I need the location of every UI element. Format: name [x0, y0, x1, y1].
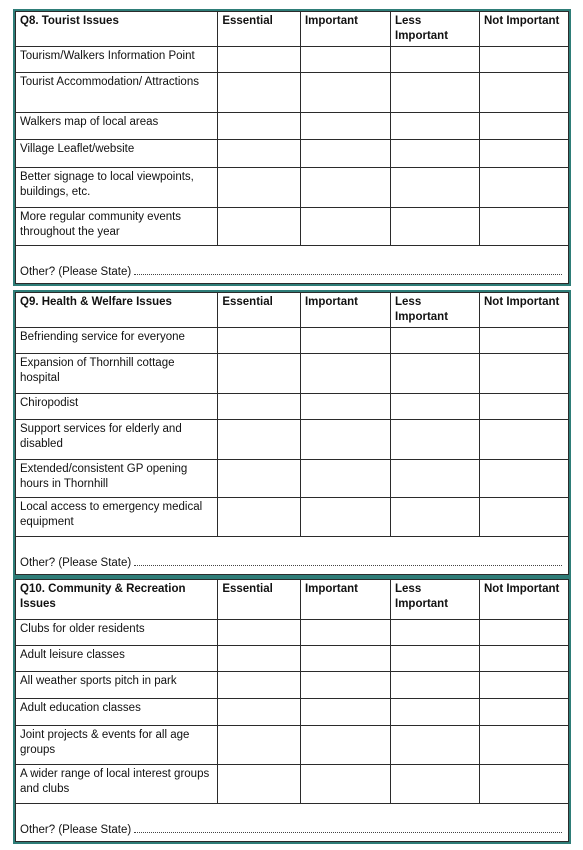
- important-cell[interactable]: [300, 113, 390, 140]
- less-important-cell[interactable]: [391, 765, 480, 804]
- important-cell[interactable]: [300, 47, 390, 73]
- item-label: Extended/consistent GP opening hours in Thornhill: [16, 460, 218, 498]
- not-important-cell[interactable]: [479, 208, 568, 246]
- not-important-cell[interactable]: [479, 460, 568, 498]
- essential-cell[interactable]: [218, 168, 301, 208]
- less-important-cell[interactable]: [391, 620, 480, 646]
- table-row: [16, 47, 569, 73]
- col-essential: Essential: [218, 580, 301, 620]
- essential-cell[interactable]: [218, 354, 301, 394]
- header-row: [16, 12, 569, 47]
- item-label: Walkers map of local areas: [16, 113, 218, 140]
- table-row: [16, 73, 569, 113]
- important-cell[interactable]: [300, 420, 390, 460]
- item-label: Village Leaflet/website: [16, 140, 218, 168]
- item-label: Expansion of Thornhill cottage hospital: [16, 354, 218, 394]
- item-label: Clubs for older residents: [16, 620, 218, 646]
- not-important-cell[interactable]: [479, 140, 568, 168]
- item-label: Adult education classes: [16, 699, 218, 726]
- other-label: Other? (Please State): [20, 824, 132, 836]
- essential-cell[interactable]: [218, 699, 301, 726]
- less-important-cell[interactable]: [391, 113, 480, 140]
- not-important-cell[interactable]: [479, 394, 568, 420]
- important-cell[interactable]: [300, 140, 390, 168]
- col-less-important: Less Important: [391, 12, 480, 47]
- col-not-important: Not Important: [479, 293, 568, 328]
- table-row: [16, 726, 569, 765]
- table-row: [16, 620, 569, 646]
- section-q8: [13, 9, 571, 286]
- essential-cell[interactable]: [218, 208, 301, 246]
- table-row: [16, 113, 569, 140]
- important-cell[interactable]: [300, 208, 390, 246]
- less-important-cell[interactable]: [391, 47, 480, 73]
- important-cell[interactable]: [300, 354, 390, 394]
- other-row: [16, 804, 569, 842]
- col-essential: Essential: [218, 12, 301, 47]
- essential-cell[interactable]: [218, 73, 301, 113]
- not-important-cell[interactable]: [479, 699, 568, 726]
- section-title: Q10. Community & Recreation Issues: [16, 580, 218, 620]
- important-cell[interactable]: [300, 765, 390, 804]
- important-cell[interactable]: [300, 646, 390, 672]
- not-important-cell[interactable]: [479, 47, 568, 73]
- less-important-cell[interactable]: [391, 646, 480, 672]
- table-row: [16, 394, 569, 420]
- less-important-cell[interactable]: [391, 672, 480, 699]
- less-important-cell[interactable]: [391, 394, 480, 420]
- not-important-cell[interactable]: [479, 646, 568, 672]
- section-title: Q8. Tourist Issues: [16, 12, 218, 47]
- col-important: Important: [300, 580, 390, 620]
- section-q10: [13, 577, 571, 844]
- q10-table: [15, 579, 569, 842]
- col-not-important: Not Important: [479, 580, 568, 620]
- important-cell[interactable]: [300, 168, 390, 208]
- essential-cell[interactable]: [218, 672, 301, 699]
- less-important-cell[interactable]: [391, 699, 480, 726]
- item-label: All weather sports pitch in park: [16, 672, 218, 699]
- important-cell[interactable]: [300, 460, 390, 498]
- less-important-cell[interactable]: [391, 420, 480, 460]
- table-row: [16, 672, 569, 699]
- essential-cell[interactable]: [218, 394, 301, 420]
- other-field[interactable]: [16, 246, 569, 284]
- item-label: Tourist Accommodation/ Attractions: [16, 73, 218, 113]
- other-input-line[interactable]: [134, 264, 562, 275]
- table-row: [16, 354, 569, 394]
- not-important-cell[interactable]: [479, 420, 568, 460]
- section-q9: [13, 290, 571, 577]
- table-row: [16, 168, 569, 208]
- essential-cell[interactable]: [218, 460, 301, 498]
- col-not-important: Not Important: [479, 12, 568, 47]
- essential-cell[interactable]: [218, 328, 301, 354]
- header-row: [16, 293, 569, 328]
- item-label: Befriending service for everyone: [16, 328, 218, 354]
- essential-cell[interactable]: [218, 765, 301, 804]
- important-cell[interactable]: [300, 394, 390, 420]
- other-field[interactable]: [16, 804, 569, 842]
- not-important-cell[interactable]: [479, 328, 568, 354]
- item-label: Adult leisure classes: [16, 646, 218, 672]
- not-important-cell[interactable]: [479, 113, 568, 140]
- less-important-cell[interactable]: [391, 168, 480, 208]
- item-label: More regular community events throughout the year: [16, 208, 218, 246]
- table-row: [16, 765, 569, 804]
- essential-cell[interactable]: [218, 646, 301, 672]
- less-important-cell[interactable]: [391, 498, 480, 537]
- table-row: [16, 420, 569, 460]
- col-less-important: Less Important: [391, 580, 480, 620]
- col-less-important: Less Important: [391, 293, 480, 328]
- item-label: Support services for elderly and disabled: [16, 420, 218, 460]
- item-label: Joint projects & events for all age groups: [16, 726, 218, 765]
- not-important-cell[interactable]: [479, 765, 568, 804]
- item-label: Tourism/Walkers Information Point: [16, 47, 218, 73]
- q9-table: [15, 292, 569, 575]
- q8-table: [15, 11, 569, 284]
- essential-cell[interactable]: [218, 498, 301, 537]
- item-label: Better signage to local viewpoints, buildings, etc.: [16, 168, 218, 208]
- essential-cell[interactable]: [218, 140, 301, 168]
- table-row: [16, 140, 569, 168]
- col-important: Important: [300, 293, 390, 328]
- table-row: [16, 208, 569, 246]
- not-important-cell[interactable]: [479, 73, 568, 113]
- other-row: [16, 246, 569, 284]
- other-label: Other? (Please State): [20, 266, 132, 278]
- less-important-cell[interactable]: [391, 73, 480, 113]
- less-important-cell[interactable]: [391, 208, 480, 246]
- not-important-cell[interactable]: [479, 498, 568, 537]
- important-cell[interactable]: [300, 328, 390, 354]
- item-label: A wider range of local interest groups and clubs: [16, 765, 218, 804]
- other-field[interactable]: [16, 537, 569, 575]
- other-row: [16, 537, 569, 575]
- less-important-cell[interactable]: [391, 726, 480, 765]
- important-cell[interactable]: [300, 620, 390, 646]
- essential-cell[interactable]: [218, 47, 301, 73]
- section-title: Q9. Health & Welfare Issues: [16, 293, 218, 328]
- other-input-line[interactable]: [134, 555, 562, 566]
- less-important-cell[interactable]: [391, 140, 480, 168]
- other-label: Other? (Please State): [20, 557, 132, 569]
- table-row: [16, 498, 569, 537]
- not-important-cell[interactable]: [479, 726, 568, 765]
- col-important: Important: [300, 12, 390, 47]
- essential-cell[interactable]: [218, 620, 301, 646]
- not-important-cell[interactable]: [479, 168, 568, 208]
- not-important-cell[interactable]: [479, 620, 568, 646]
- essential-cell[interactable]: [218, 726, 301, 765]
- col-essential: Essential: [218, 293, 301, 328]
- table-row: [16, 328, 569, 354]
- table-row: [16, 646, 569, 672]
- table-row: [16, 460, 569, 498]
- important-cell[interactable]: [300, 726, 390, 765]
- other-input-line[interactable]: [134, 822, 562, 833]
- table-row: [16, 699, 569, 726]
- not-important-cell[interactable]: [479, 672, 568, 699]
- important-cell[interactable]: [300, 498, 390, 537]
- item-label: Chiropodist: [16, 394, 218, 420]
- important-cell[interactable]: [300, 699, 390, 726]
- header-row: [16, 580, 569, 620]
- essential-cell[interactable]: [218, 420, 301, 460]
- item-label: Local access to emergency medical equipment: [16, 498, 218, 537]
- essential-cell[interactable]: [218, 113, 301, 140]
- not-important-cell[interactable]: [479, 354, 568, 394]
- less-important-cell[interactable]: [391, 354, 480, 394]
- important-cell[interactable]: [300, 73, 390, 113]
- less-important-cell[interactable]: [391, 328, 480, 354]
- less-important-cell[interactable]: [391, 460, 480, 498]
- important-cell[interactable]: [300, 672, 390, 699]
